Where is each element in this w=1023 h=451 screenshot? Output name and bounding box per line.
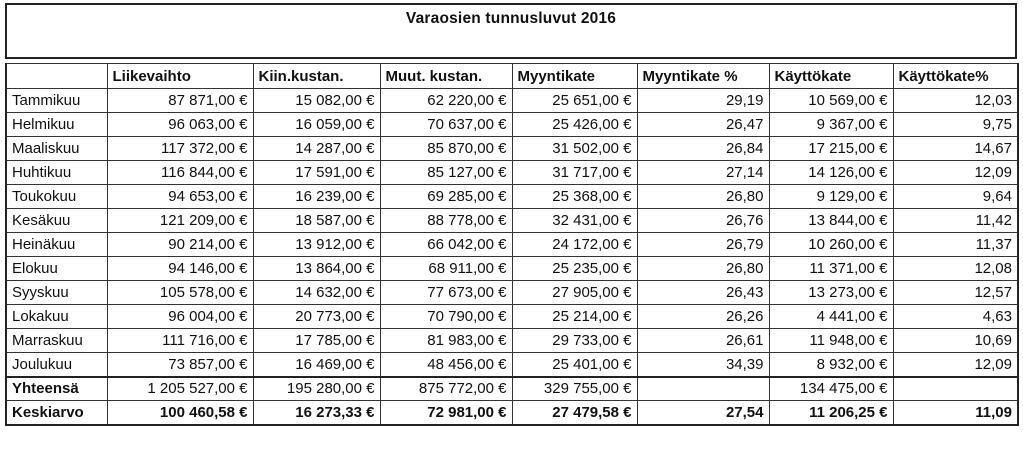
cell-kiin-kustan[interactable]: 14 632,00 € — [253, 281, 380, 305]
cell-myyntikate-pct[interactable]: 34,39 — [637, 353, 769, 377]
cell-month[interactable]: Lokakuu — [6, 305, 107, 329]
cell-month[interactable]: Joulukuu — [6, 353, 107, 377]
spreadsheet — [5, 3, 1017, 426]
cell-myyntikate-pct[interactable]: 26,80 — [637, 257, 769, 281]
cell-kayttokate[interactable]: 13 273,00 € — [769, 281, 893, 305]
cell-muut-kustan[interactable]: 72 981,00 € — [380, 401, 512, 425]
cell-myyntikate[interactable]: 24 172,00 € — [512, 233, 637, 257]
cell-kayttokate[interactable]: 11 371,00 € — [769, 257, 893, 281]
cell-kiin-kustan[interactable]: 18 587,00 € — [253, 209, 380, 233]
cell-month[interactable]: Marraskuu — [6, 329, 107, 353]
header-myyntikate-pct[interactable]: Myyntikate % — [637, 64, 769, 89]
cell-liikevaihto[interactable]: 94 653,00 € — [107, 185, 253, 209]
cell-kayttokate[interactable]: 10 260,00 € — [769, 233, 893, 257]
cell-kayttokate[interactable]: 4 441,00 € — [769, 305, 893, 329]
cell-myyntikate[interactable]: 25 368,00 € — [512, 185, 637, 209]
cell-kayttokate-pct[interactable]: 9,64 — [893, 185, 1018, 209]
cell-muut-kustan[interactable]: 70 790,00 € — [380, 305, 512, 329]
cell-kiin-kustan[interactable]: 13 864,00 € — [253, 257, 380, 281]
cell-kiin-kustan[interactable]: 15 082,00 € — [253, 89, 380, 113]
cell-kayttokate[interactable]: 8 932,00 € — [769, 353, 893, 377]
cell-muut-kustan[interactable]: 68 911,00 € — [380, 257, 512, 281]
cell-kayttokate[interactable]: 10 569,00 € — [769, 89, 893, 113]
header-kiin-kustan[interactable]: Kiin.kustan. — [253, 64, 380, 89]
cell-liikevaihto[interactable]: 94 146,00 € — [107, 257, 253, 281]
cell-month[interactable]: Kesäkuu — [6, 209, 107, 233]
header-muut-kustan[interactable]: Muut. kustan. — [380, 64, 512, 89]
cell-myyntikate[interactable]: 25 401,00 € — [512, 353, 637, 377]
cell-kayttokate-pct[interactable]: 12,08 — [893, 257, 1018, 281]
cell-liikevaihto[interactable]: 73 857,00 € — [107, 353, 253, 377]
cell-myyntikate[interactable]: 31 502,00 € — [512, 137, 637, 161]
table-row — [6, 113, 1018, 137]
cell-liikevaihto[interactable]: 90 214,00 € — [107, 233, 253, 257]
cell-myyntikate[interactable]: 27 479,58 € — [512, 401, 637, 425]
table-row — [6, 281, 1018, 305]
cell-myyntikate[interactable]: 25 651,00 € — [512, 89, 637, 113]
cell-kiin-kustan[interactable]: 17 785,00 € — [253, 329, 380, 353]
cell-month[interactable]: Tammikuu — [6, 89, 107, 113]
cell-myyntikate-pct[interactable]: 27,14 — [637, 161, 769, 185]
cell-myyntikate[interactable]: 32 431,00 € — [512, 209, 637, 233]
cell-month[interactable]: Keskiarvo — [6, 401, 107, 425]
cell-kiin-kustan[interactable]: 195 280,00 € — [253, 377, 380, 401]
table-title: Varaosien tunnusluvut 2016 — [405, 10, 617, 27]
cell-kayttokate-pct[interactable]: 11,37 — [893, 233, 1018, 257]
cell-kiin-kustan[interactable]: 16 273,33 € — [253, 401, 380, 425]
table-row — [6, 209, 1018, 233]
cell-month[interactable]: Yhteensä — [6, 377, 107, 401]
table-row — [6, 257, 1018, 281]
cell-muut-kustan[interactable]: 48 456,00 € — [380, 353, 512, 377]
cell-liikevaihto[interactable]: 117 372,00 € — [107, 137, 253, 161]
cell-liikevaihto[interactable]: 100 460,58 € — [107, 401, 253, 425]
cell-kayttokate-pct[interactable]: 12,03 — [893, 89, 1018, 113]
cell-month[interactable]: Maaliskuu — [6, 137, 107, 161]
cell-kayttokate-pct[interactable]: 9,75 — [893, 113, 1018, 137]
cell-myyntikate[interactable]: 25 235,00 € — [512, 257, 637, 281]
table-row — [6, 161, 1018, 185]
cell-liikevaihto[interactable]: 111 716,00 € — [107, 329, 253, 353]
cell-month[interactable]: Toukokuu — [6, 185, 107, 209]
title-cell[interactable] — [5, 3, 1017, 59]
cell-kiin-kustan[interactable]: 16 059,00 € — [253, 113, 380, 137]
cell-myyntikate-pct[interactable]: 26,47 — [637, 113, 769, 137]
cell-kayttokate[interactable]: 11 206,25 € — [769, 401, 893, 425]
cell-muut-kustan[interactable]: 875 772,00 € — [380, 377, 512, 401]
cell-kayttokate[interactable]: 134 475,00 € — [769, 377, 893, 401]
cell-kayttokate[interactable]: 13 844,00 € — [769, 209, 893, 233]
cell-myyntikate[interactable]: 329 755,00 € — [512, 377, 637, 401]
cell-liikevaihto[interactable]: 105 578,00 € — [107, 281, 253, 305]
cell-liikevaihto[interactable]: 96 063,00 € — [107, 113, 253, 137]
cell-muut-kustan[interactable]: 88 778,00 € — [380, 209, 512, 233]
header-kayttokate-pct[interactable]: Käyttökate% — [893, 64, 1018, 89]
cell-myyntikate-pct[interactable]: 26,61 — [637, 329, 769, 353]
cell-kayttokate[interactable]: 14 126,00 € — [769, 161, 893, 185]
cell-muut-kustan[interactable]: 70 637,00 € — [380, 113, 512, 137]
cell-muut-kustan[interactable]: 85 870,00 € — [380, 137, 512, 161]
data-table — [5, 63, 1019, 426]
cell-myyntikate[interactable]: 25 426,00 € — [512, 113, 637, 137]
cell-kiin-kustan[interactable]: 16 469,00 € — [253, 353, 380, 377]
table-row — [6, 137, 1018, 161]
table-row — [6, 185, 1018, 209]
header-row — [6, 64, 1018, 89]
cell-muut-kustan[interactable]: 77 673,00 € — [380, 281, 512, 305]
cell-liikevaihto[interactable]: 121 209,00 € — [107, 209, 253, 233]
cell-liikevaihto[interactable]: 87 871,00 € — [107, 89, 253, 113]
cell-myyntikate-pct[interactable]: 26,43 — [637, 281, 769, 305]
header-kayttokate[interactable]: Käyttökate — [769, 64, 893, 89]
cell-muut-kustan[interactable]: 66 042,00 € — [380, 233, 512, 257]
cell-liikevaihto[interactable]: 1 205 527,00 € — [107, 377, 253, 401]
cell-muut-kustan[interactable]: 62 220,00 € — [380, 89, 512, 113]
cell-kayttokate[interactable]: 9 367,00 € — [769, 113, 893, 137]
table-row — [6, 89, 1018, 113]
cell-kiin-kustan[interactable]: 17 591,00 € — [253, 161, 380, 185]
cell-kayttokate[interactable]: 9 129,00 € — [769, 185, 893, 209]
cell-kiin-kustan[interactable]: 14 287,00 € — [253, 137, 380, 161]
cell-kayttokate-pct[interactable]: 12,09 — [893, 161, 1018, 185]
cell-myyntikate-pct[interactable] — [637, 377, 769, 401]
cell-kayttokate-pct[interactable]: 11,42 — [893, 209, 1018, 233]
cell-kayttokate-pct[interactable] — [893, 377, 1018, 401]
cell-myyntikate-pct[interactable]: 26,26 — [637, 305, 769, 329]
total-row — [6, 377, 1018, 401]
header-month[interactable] — [6, 64, 107, 89]
cell-kayttokate[interactable]: 17 215,00 € — [769, 137, 893, 161]
cell-myyntikate-pct[interactable]: 26,80 — [637, 185, 769, 209]
cell-kayttokate-pct[interactable]: 10,69 — [893, 329, 1018, 353]
table-row — [6, 305, 1018, 329]
average-row — [6, 401, 1018, 425]
cell-kayttokate-pct[interactable]: 12,09 — [893, 353, 1018, 377]
table-row — [6, 233, 1018, 257]
cell-myyntikate[interactable]: 29 733,00 € — [512, 329, 637, 353]
cell-kayttokate-pct[interactable]: 4,63 — [893, 305, 1018, 329]
cell-kayttokate[interactable]: 11 948,00 € — [769, 329, 893, 353]
cell-kayttokate-pct[interactable]: 11,09 — [893, 401, 1018, 425]
cell-liikevaihto[interactable]: 116 844,00 € — [107, 161, 253, 185]
cell-kiin-kustan[interactable]: 13 912,00 € — [253, 233, 380, 257]
cell-myyntikate-pct[interactable]: 29,19 — [637, 89, 769, 113]
cell-liikevaihto[interactable]: 96 004,00 € — [107, 305, 253, 329]
cell-muut-kustan[interactable]: 85 127,00 € — [380, 161, 512, 185]
cell-myyntikate[interactable]: 27 905,00 € — [512, 281, 637, 305]
cell-myyntikate-pct[interactable]: 26,79 — [637, 233, 769, 257]
cell-month[interactable]: Heinäkuu — [6, 233, 107, 257]
header-myyntikate[interactable]: Myyntikate — [512, 64, 637, 89]
table-row — [6, 329, 1018, 353]
cell-myyntikate-pct[interactable]: 27,54 — [637, 401, 769, 425]
cell-month[interactable]: Helmikuu — [6, 113, 107, 137]
cell-month[interactable]: Syyskuu — [6, 281, 107, 305]
cell-kayttokate-pct[interactable]: 14,67 — [893, 137, 1018, 161]
cell-myyntikate[interactable]: 25 214,00 € — [512, 305, 637, 329]
table-row — [6, 353, 1018, 377]
header-liikevaihto[interactable]: Liikevaihto — [107, 64, 253, 89]
cell-muut-kustan[interactable]: 69 285,00 € — [380, 185, 512, 209]
cell-muut-kustan[interactable]: 81 983,00 € — [380, 329, 512, 353]
cell-kayttokate-pct[interactable]: 12,57 — [893, 281, 1018, 305]
cell-myyntikate-pct[interactable]: 26,84 — [637, 137, 769, 161]
cell-kiin-kustan[interactable]: 20 773,00 € — [253, 305, 380, 329]
cell-month[interactable]: Huhtikuu — [6, 161, 107, 185]
cell-myyntikate[interactable]: 31 717,00 € — [512, 161, 637, 185]
cell-kiin-kustan[interactable]: 16 239,00 € — [253, 185, 380, 209]
cell-myyntikate-pct[interactable]: 26,76 — [637, 209, 769, 233]
cell-month[interactable]: Elokuu — [6, 257, 107, 281]
